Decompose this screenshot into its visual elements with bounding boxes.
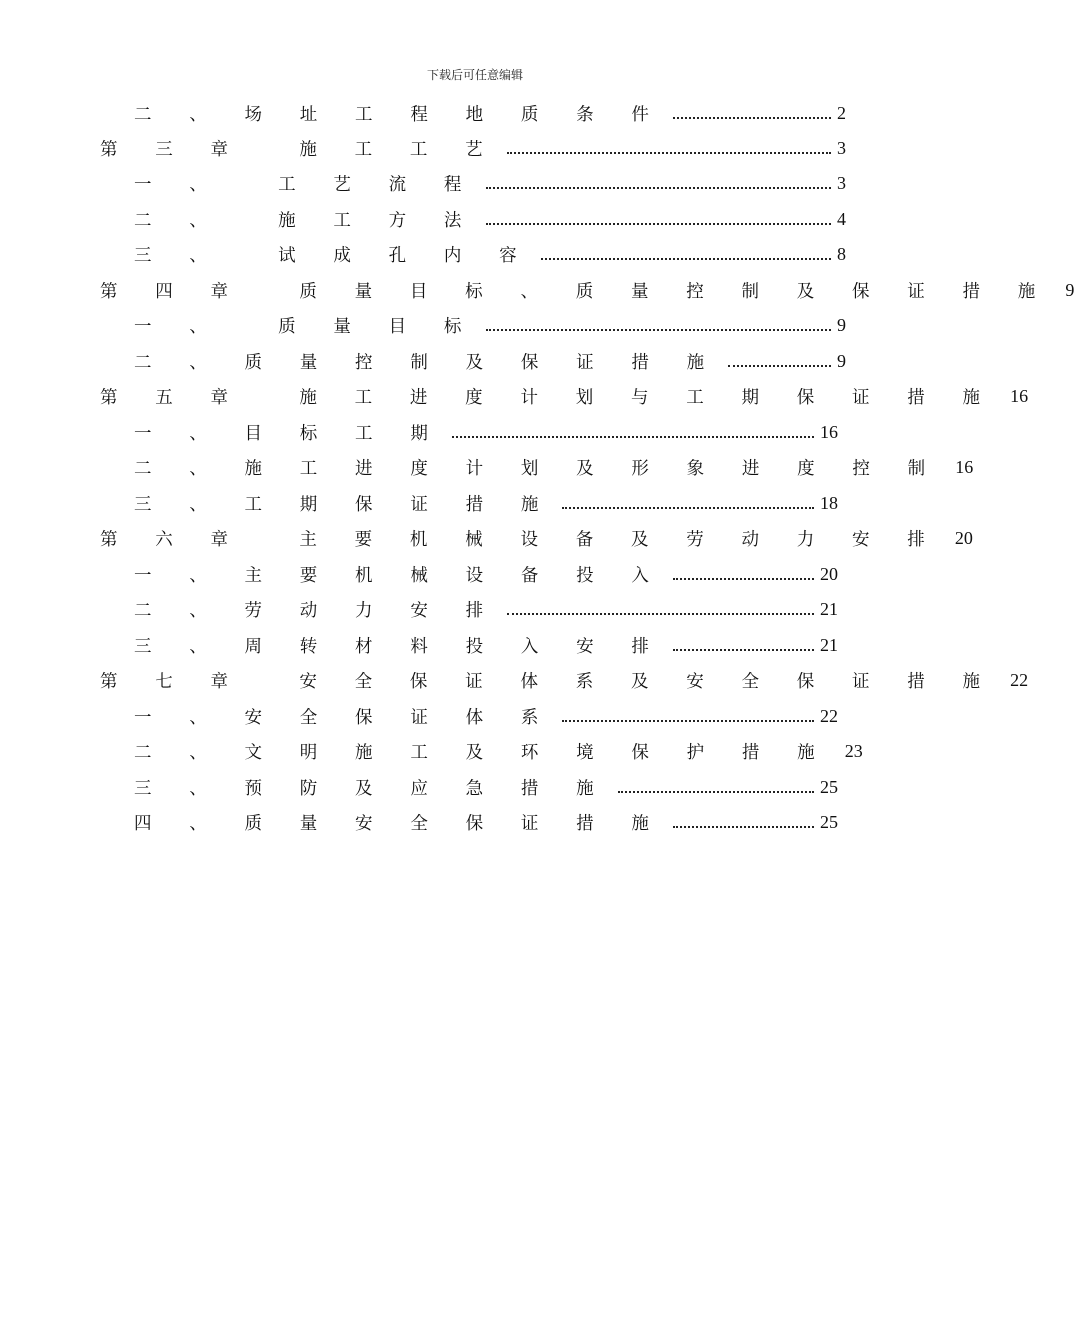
toc-entry[interactable] xyxy=(134,592,838,627)
toc-entry-title: 第 四 章 质 量 目 标 、 质 量 控 制 及 保 证 措 施 xyxy=(100,282,1052,302)
toc-leader-dots xyxy=(728,365,831,367)
toc-entry-title: 第 三 章 施 工 工 艺 xyxy=(100,140,499,160)
toc-entry[interactable] xyxy=(134,344,846,379)
toc-leader-dots xyxy=(673,117,831,119)
toc-entry-title: 一 、 工 艺 流 程 xyxy=(134,175,478,195)
toc-entry[interactable] xyxy=(134,699,838,734)
toc-chapter-entry[interactable] xyxy=(100,131,846,166)
toc-entry-title: 一 、 安 全 保 证 体 系 xyxy=(134,708,555,728)
toc-entry-page: 3 xyxy=(837,173,846,193)
toc-entry-title: 一 、 目 标 工 期 xyxy=(134,424,444,444)
toc-chapter-entry[interactable] xyxy=(100,521,973,556)
toc-entry[interactable] xyxy=(134,628,838,663)
toc-entry-title: 第 五 章 施 工 进 度 计 划 与 工 期 保 证 措 施 xyxy=(100,388,997,408)
toc-leader-dots xyxy=(486,329,831,331)
toc-entry[interactable] xyxy=(134,202,846,237)
toc-entry-page: 18 xyxy=(820,493,838,513)
toc-leader-dots xyxy=(618,791,814,793)
toc-entry-title: 二 、 质 量 控 制 及 保 证 措 施 xyxy=(134,353,721,373)
toc-entry-title: 二 、 施 工 方 法 xyxy=(134,211,478,231)
toc-entry-page: 3 xyxy=(837,138,846,158)
toc-leader-dots xyxy=(486,187,831,189)
toc-entry-title: 二 、 文 明 施 工 及 环 境 保 护 措 施 xyxy=(134,743,831,763)
toc-entry-title: 一 、 主 要 机 械 设 备 投 入 xyxy=(134,566,665,586)
toc-entry[interactable] xyxy=(134,96,846,131)
toc-entry-page: 9 xyxy=(1065,280,1074,300)
toc-entry[interactable] xyxy=(134,770,838,805)
toc-chapter-entry[interactable] xyxy=(100,273,1074,308)
page-header: 下载后可任意编辑 xyxy=(426,68,523,82)
toc-entry-page: 20 xyxy=(820,564,838,584)
toc-leader-dots xyxy=(452,436,814,438)
toc-entry[interactable] xyxy=(134,486,838,521)
toc-entry[interactable] xyxy=(134,415,838,450)
toc-entry-page: 9 xyxy=(837,351,846,371)
toc-chapter-entry[interactable] xyxy=(100,379,1029,414)
toc-entry-page: 16 xyxy=(955,457,974,477)
toc-leader-dots xyxy=(673,578,814,580)
toc-leader-dots xyxy=(562,507,814,509)
toc-entry-page: 25 xyxy=(820,812,838,832)
toc-entry-title: 三 、 工 期 保 证 措 施 xyxy=(134,495,555,515)
toc-entry-page: 4 xyxy=(837,209,846,229)
toc-entry-page: 25 xyxy=(820,777,838,797)
toc-entry[interactable] xyxy=(134,308,846,343)
toc-entry-page: 22 xyxy=(1010,670,1029,690)
toc-entry-page: 2 xyxy=(837,103,846,123)
toc-entry-page: 8 xyxy=(837,244,846,264)
toc-entry-title: 二 、 场 址 工 程 地 质 条 件 xyxy=(134,105,665,125)
toc-entry[interactable] xyxy=(134,166,846,201)
toc-entry-title: 二 、 施 工 进 度 计 划 及 形 象 进 度 控 制 xyxy=(134,459,942,479)
toc-entry-title: 三 、 试 成 孔 内 容 xyxy=(134,246,533,266)
toc-chapter-entry[interactable] xyxy=(100,663,1029,698)
toc-entry-title: 第 六 章 主 要 机 械 设 备 及 劳 动 力 安 排 xyxy=(100,530,941,550)
toc-leader-dots xyxy=(507,613,814,615)
toc-leader-dots xyxy=(541,258,831,260)
toc-entry-page: 9 xyxy=(837,315,846,335)
toc-entry-title: 四 、 质 量 安 全 保 证 措 施 xyxy=(134,814,665,834)
toc-entry-title: 二 、 劳 动 力 安 排 xyxy=(134,601,500,621)
toc-entry-page: 16 xyxy=(820,422,838,442)
toc-entry-title: 一 、 质 量 目 标 xyxy=(134,317,478,337)
toc-entry[interactable] xyxy=(134,805,838,840)
toc-leader-dots xyxy=(507,152,831,154)
toc-leader-dots xyxy=(486,223,831,225)
toc-entry-page: 23 xyxy=(844,741,863,761)
toc-entry[interactable] xyxy=(134,450,974,485)
toc-entry[interactable] xyxy=(134,237,846,272)
toc-entry-title: 三 、 预 防 及 应 急 措 施 xyxy=(134,779,610,799)
toc-leader-dots xyxy=(562,720,814,722)
toc-entry-page: 21 xyxy=(820,635,838,655)
toc-leader-dots xyxy=(673,826,814,828)
toc-entry[interactable] xyxy=(134,557,838,592)
toc-entry-page: 20 xyxy=(954,528,973,548)
toc-entry-page: 21 xyxy=(820,599,838,619)
toc-leader-dots xyxy=(673,649,814,651)
toc-entry-page: 22 xyxy=(820,706,838,726)
toc-entry-title: 第 七 章 安 全 保 证 体 系 及 安 全 保 证 措 施 xyxy=(100,672,997,692)
toc-entry-title: 三 、 周 转 材 料 投 入 安 排 xyxy=(134,637,665,657)
toc-entry[interactable] xyxy=(134,734,863,769)
toc-entry-page: 16 xyxy=(1010,386,1029,406)
